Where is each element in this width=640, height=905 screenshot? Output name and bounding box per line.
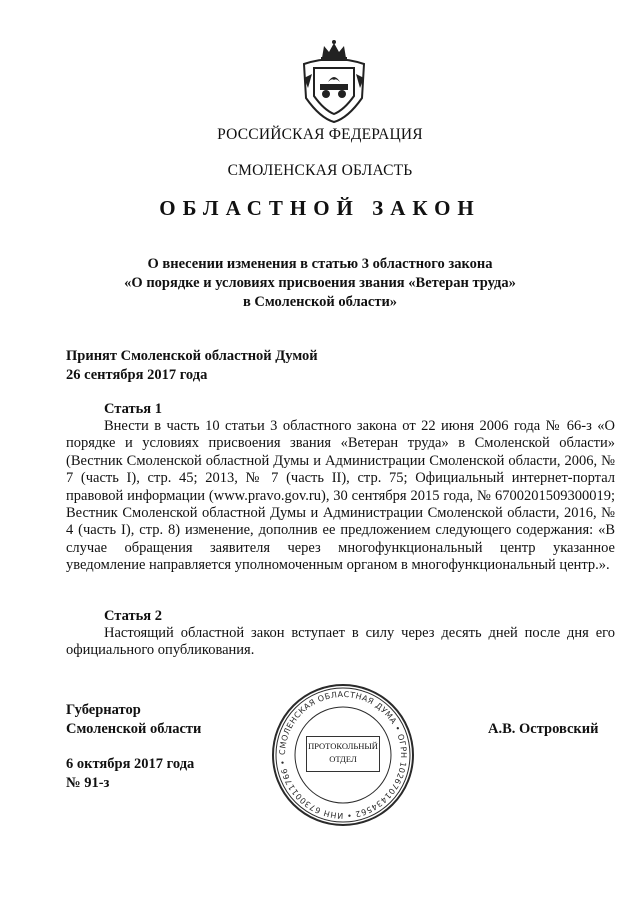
signing-date: 6 октября 2017 года [66,756,195,772]
adoption-info [66,347,466,385]
document-type: ОБЛАСТНОЙ ЗАКОН [159,196,481,220]
subtitle-line: «О порядке и условиях присвоения звания «Ветеран труда» [124,275,516,291]
stamp-center [306,736,380,772]
signatory-name: А.В. Островский [488,721,599,737]
law-number: № 91-з [66,775,110,791]
article2-heading: Статья 2 [104,608,162,624]
subtitle-line: в Смоленской области» [242,294,398,310]
smolensk-coat-of-arms-icon [298,38,370,124]
stamp-center-line: ОТДЕЛ [329,754,357,764]
country-name: РОССИЙСКАЯ ФЕДЕРАЦИЯ [217,126,423,143]
article1-paragraph: Внести в часть 10 статьи 3 областного закона от 22 июня 2006 года № 66-з «О порядке и условиях присвоения звания «Ветеран труда» в Смоленской области» (Вестник Смоленской областной Думы и Администрации Смоленской области, 2006, № 7 (часть I), стр. 45; 2013, № 7 (часть II), стр. 75; Официальный интернет-портал правовой информации (www.pravo.gov.ru), 30 сентября 2015 года, № 6700201509300019; Вестник Смоленской областной Думы и Администрации Смоленской области, 2016, № 4 (часть I), стр. 8) изменение, дополнив ее предложением следующего содержания: «В случае обращения заявителя через многофункциональный центр указанное уведомление направляется уполномоченным органом в многофункциональный центр.». [66,418,615,574]
signing-info [66,755,266,793]
stamp-center-line: ПРОТОКОЛЬНЫЙ [308,741,378,751]
article1-text [66,418,615,575]
article2-paragraph: Настоящий областной закон вступает в силу через десять дней после дня его официального опубликования. [66,625,615,659]
stamp-ring-text: СМОЛЕНСКАЯ ОБЛАСТНАЯ ДУМА • ОГРН 1026701434562 • ИНН 6730011766 • [277,689,409,821]
position-line: Смоленской области [66,721,202,737]
adoption-date: 26 сентября 2017 года [66,367,208,383]
signatory-position [66,701,266,739]
region-name: СМОЛЕНСКАЯ ОБЛАСТЬ [227,162,413,179]
subtitle-line: О внесении изменения в статью 3 областного закона [147,256,493,272]
law-subtitle [0,255,640,312]
article1-heading: Статья 1 [104,401,162,417]
position-line: Губернатор [66,702,141,718]
official-stamp [268,680,418,830]
article2-text [66,625,615,660]
adoption-line: Принят Смоленской областной Думой [66,348,318,364]
